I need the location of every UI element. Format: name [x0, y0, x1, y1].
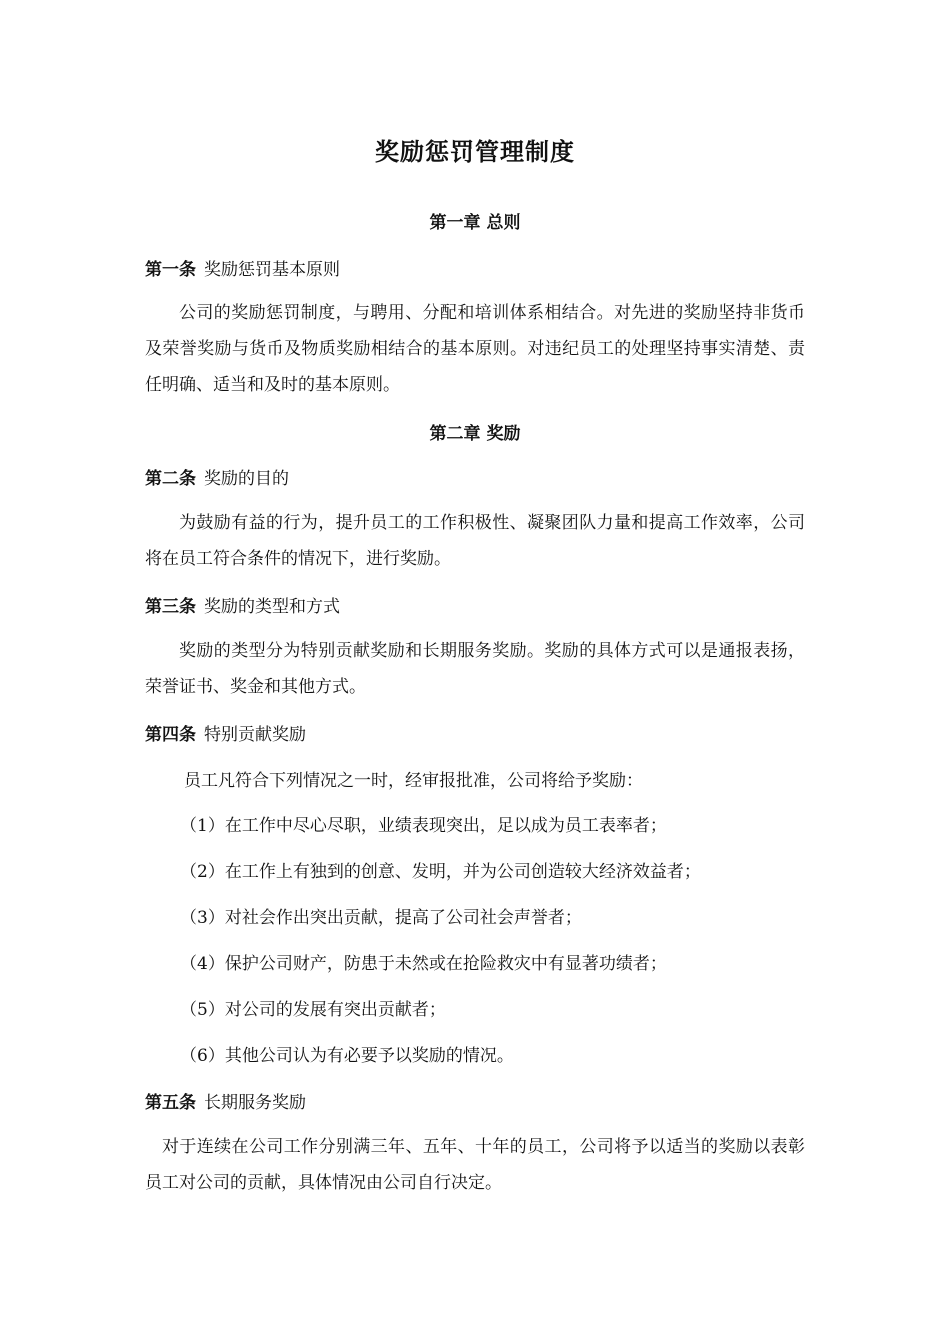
article-heading [145, 723, 805, 747]
list-item: （4）保护公司财产，防患于未然或在抢险救灾中有显著功绩者； [180, 954, 667, 974]
article-title: 奖励的目的 [204, 469, 289, 489]
article-title: 奖励惩罚基本原则 [204, 260, 340, 280]
article-number: 第二条 [145, 469, 196, 489]
chapter-heading: 第一章 总则 [429, 213, 521, 233]
list-item: （5）对公司的发展有突出贡献者； [180, 1000, 446, 1020]
list-item: （2）在工作上有独到的创意、发明，并为公司创造较大经济效益者； [180, 862, 701, 882]
document-title: 奖励惩罚管理制度 [375, 138, 575, 166]
article-paragraph: 对于连续在公司工作分别满三年、五年、十年的员工，公司将予以适当的奖励以表彰员工对公司的贡献，具体情况由公司自行决定。 [145, 1137, 805, 1193]
article-paragraph: 公司的奖励惩罚制度，与聘用、分配和培训体系相结合。对先进的奖励坚持非货币及荣誉奖励与货币及物质奖励相结合的基本原则。对违纪员工的处理坚持事实清楚、责任明确、适当和及时的基本原则。 [145, 303, 805, 395]
article-heading [145, 595, 805, 619]
article-paragraph: 奖励的类型分为特别贡献奖励和长期服务奖励。奖励的具体方式可以是通报表扬，荣誉证书、奖金和其他方式。 [145, 641, 805, 697]
article-title: 长期服务奖励 [204, 1093, 306, 1113]
article-intro: 员工凡符合下列情况之一时，经审报批准，公司将给予奖励： [184, 771, 643, 791]
article-heading [145, 1091, 805, 1115]
article-heading [145, 258, 805, 282]
article-paragraph: 为鼓励有益的行为，提升员工的工作积极性、凝聚团队力量和提高工作效率，公司将在员工符合条件的情况下，进行奖励。 [145, 513, 805, 569]
article-number: 第五条 [145, 1093, 196, 1113]
list-item: （1）在工作中尽心尽职，业绩表现突出，足以成为员工表率者； [180, 816, 667, 836]
article-title: 特别贡献奖励 [204, 725, 306, 745]
list-item: （6）其他公司认为有必要予以奖励的情况。 [180, 1046, 514, 1066]
article-number: 第一条 [145, 260, 196, 280]
article-title: 奖励的类型和方式 [204, 597, 340, 617]
article-heading [145, 467, 805, 491]
chapter-heading: 第二章 奖励 [429, 424, 521, 444]
article-number: 第四条 [145, 725, 196, 745]
article-number: 第三条 [145, 597, 196, 617]
list-item: （3）对社会作出突出贡献，提高了公司社会声誉者； [180, 908, 582, 928]
